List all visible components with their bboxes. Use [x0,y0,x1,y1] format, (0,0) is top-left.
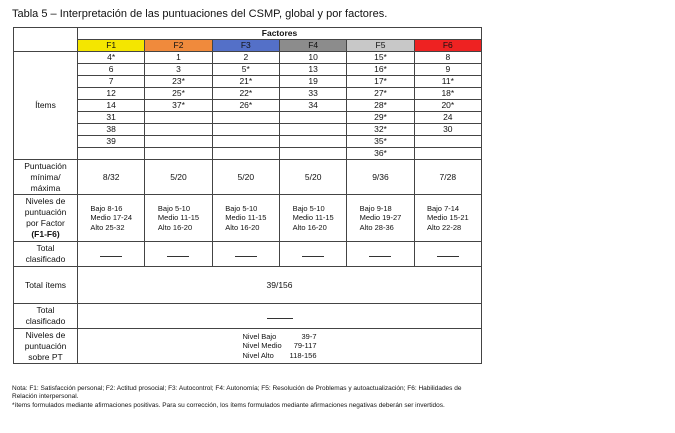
item-cell-f3: 21* [212,76,279,88]
total-items-value: 39/156 [78,267,482,304]
item-cell-f5: 16* [347,64,414,76]
item-row [14,88,482,100]
puntuacion-label [14,160,78,195]
item-cell-f4: 33 [279,88,346,100]
item-cell-f2 [145,124,212,136]
item-cell-f4: 34 [279,100,346,112]
level-line: Medio 15-21 [426,213,469,222]
item-cell-f3 [212,124,279,136]
pt-level-row [243,341,317,351]
item-cell-f3: 2 [212,52,279,64]
total-clasificado-blank [78,304,482,329]
total-clasificado-2-label [14,304,78,329]
factor-header-f2: F2 [145,40,212,52]
corner-cell [14,28,78,40]
niveles-label [14,195,78,242]
total-blank-f3 [212,242,279,267]
item-cell-f4 [279,136,346,148]
item-row [14,136,482,148]
item-cell-f3: 26* [212,100,279,112]
level-line: Alto 22-28 [426,222,462,232]
item-cell-f1: 38 [78,124,145,136]
item-cell-f1: 39 [78,136,145,148]
item-cell-f4: 10 [279,52,346,64]
item-cell-f6: 18* [414,88,481,100]
item-row [14,124,482,136]
item-cell-f5: 28* [347,100,414,112]
item-cell-f4 [279,148,346,160]
item-cell-f5: 29* [347,112,414,124]
factor-header-f4: F4 [279,40,346,52]
level-line: Medio 11-15 [292,213,334,222]
item-cell-f1: 6 [78,64,145,76]
level-line: Bajo 9-18 [359,203,392,213]
minmax-f4: 5/20 [279,160,346,195]
item-row [14,148,482,160]
total-blank-f2 [145,242,212,267]
level-line: Bajo 5-10 [225,203,258,213]
minmax-f1: 8/32 [78,160,145,195]
item-cell-f3 [212,136,279,148]
pt-level-label: Nivel Medio [242,341,282,350]
total-blank-f5 [347,242,414,267]
nivpt-label-l1: Niveles de [25,329,66,340]
table-notes [12,385,482,410]
puntuacion-label-l1: Puntuación [24,160,67,171]
level-line: Medio 19-27 [359,213,402,222]
levels-f6 [414,195,481,242]
note-line-2: *ítems formulados mediante afirmaciones positivas. Para su corrección, los ítems formulados mediante afirmaciones negativas deberán ser invertidos. [12,401,445,409]
level-line: Alto 28-36 [359,222,394,232]
level-line: Bajo 5-10 [292,203,325,213]
level-line: Medio 17-24 [90,213,133,222]
level-line: Medio 11-15 [157,213,200,222]
item-cell-f6: 30 [414,124,481,136]
item-cell-f3: 5* [212,64,279,76]
pt-level-range: 39-7 [301,331,317,341]
niveles-label-l4: (F1-F6) [31,229,60,239]
levels-f2 [145,195,212,242]
item-cell-f2: 1 [145,52,212,64]
levels-f1 [78,195,145,242]
factor-header-f1: F1 [78,40,145,52]
niveles-label-l1: Niveles de [25,196,66,206]
items-label: Ítems [14,52,78,160]
item-cell-f6: 20* [414,100,481,112]
item-cell-f5: 32* [347,124,414,136]
level-line: Alto 16-20 [292,222,327,232]
niveles-label-l3: por Factor [26,218,65,228]
level-line: Alto 16-20 [225,222,260,232]
item-cell-f2 [145,148,212,160]
item-cell-f1: 12 [78,88,145,100]
item-cell-f2: 3 [145,64,212,76]
item-row [14,100,482,112]
item-cell-f2: 23* [145,76,212,88]
pt-level-label: Nivel Alto [242,350,274,360]
factor-header-f3: F3 [212,40,279,52]
pt-level-row [243,351,317,361]
niveles-label-l2: puntuación [24,207,67,217]
corner-cell-2 [14,40,78,52]
minmax-f3: 5/20 [212,160,279,195]
item-cell-f5: 35* [347,136,414,148]
item-row [14,52,482,64]
level-line: Bajo 5-10 [157,203,191,213]
levels-f3 [212,195,279,242]
total2-label-l1: Total [36,305,55,315]
factores-header: Factores [78,28,482,40]
factor-header-f5: F5 [347,40,414,52]
item-cell-f5: 17* [347,76,414,88]
pt-level-range: 79-117 [293,341,317,350]
item-cell-f4 [279,124,346,136]
item-cell-f6 [414,148,481,160]
item-cell-f6: 24 [414,112,481,124]
level-line: Alto 16-20 [157,222,193,232]
level-line: Alto 25-32 [90,222,125,232]
level-line: Bajo 8-16 [90,203,123,213]
total-blank-f1 [78,242,145,267]
factor-header-f6: F6 [414,40,481,52]
item-cell-f4: 13 [279,64,346,76]
item-cell-f4: 19 [279,76,346,88]
total-blank-f4 [279,242,346,267]
item-cell-f4 [279,112,346,124]
levels-f4 [279,195,346,242]
nivpt-label-l2: puntuación [24,340,67,351]
niveles-pt-label [14,329,78,364]
item-cell-f1: 14 [78,100,145,112]
item-cell-f6: 11* [414,76,481,88]
nivpt-label-l3: sobre PT [28,351,63,362]
item-cell-f1: 31 [78,112,145,124]
minmax-f2: 5/20 [145,160,212,195]
total-clasificado-label [14,242,78,267]
total-items-label: Total ítems [14,267,78,304]
item-cell-f6 [414,136,481,148]
item-cell-f1: 7 [78,76,145,88]
table-title: Tabla 5 – Interpretación de las puntuaciones del CSMP, global y por factores. [12,8,388,20]
item-rows [14,52,482,160]
pt-level-range: 118-156 [289,350,317,360]
total-blank-f6 [414,242,481,267]
item-cell-f6: 8 [414,52,481,64]
minmax-f6: 7/28 [414,160,481,195]
item-cell-f5: 27* [347,88,414,100]
scores-table [13,27,482,364]
levels-f5 [347,195,414,242]
total-label-l1: Total [36,243,55,253]
total-label-l2: clasificado [25,254,66,264]
minmax-f5: 9/36 [347,160,414,195]
item-cell-f6: 9 [414,64,481,76]
pt-levels-list [243,332,317,361]
note-line-1: Nota: F1: Satisfacción personal; F2: Actitud prosocial; F3: Autocontrol; F4: Autonomía; F5: Resolución de Problemas y autoactualización; F6: Habilidades de Relación interpersonal. [12,385,462,401]
item-row [14,76,482,88]
niveles-pt-values [78,329,482,364]
item-cell-f1 [78,148,145,160]
item-cell-f5: 15* [347,52,414,64]
pt-level-row [243,332,317,342]
level-line: Medio 11-15 [225,213,267,222]
item-cell-f2 [145,136,212,148]
item-row [14,112,482,124]
item-cell-f1: 4* [78,52,145,64]
item-cell-f5: 36* [347,148,414,160]
total2-label-l2: clasificado [25,316,66,326]
item-cell-f2 [145,112,212,124]
item-cell-f2: 25* [145,88,212,100]
puntuacion-label-l2: mínima/ [30,171,61,182]
level-line: Bajo 7-14 [426,203,460,213]
item-cell-f2: 37* [145,100,212,112]
puntuacion-label-l3: máxima [30,182,61,193]
item-cell-f3: 22* [212,88,279,100]
item-cell-f3 [212,112,279,124]
item-cell-f3 [212,148,279,160]
pt-level-label: Nivel Bajo [242,331,277,341]
item-row [14,64,482,76]
